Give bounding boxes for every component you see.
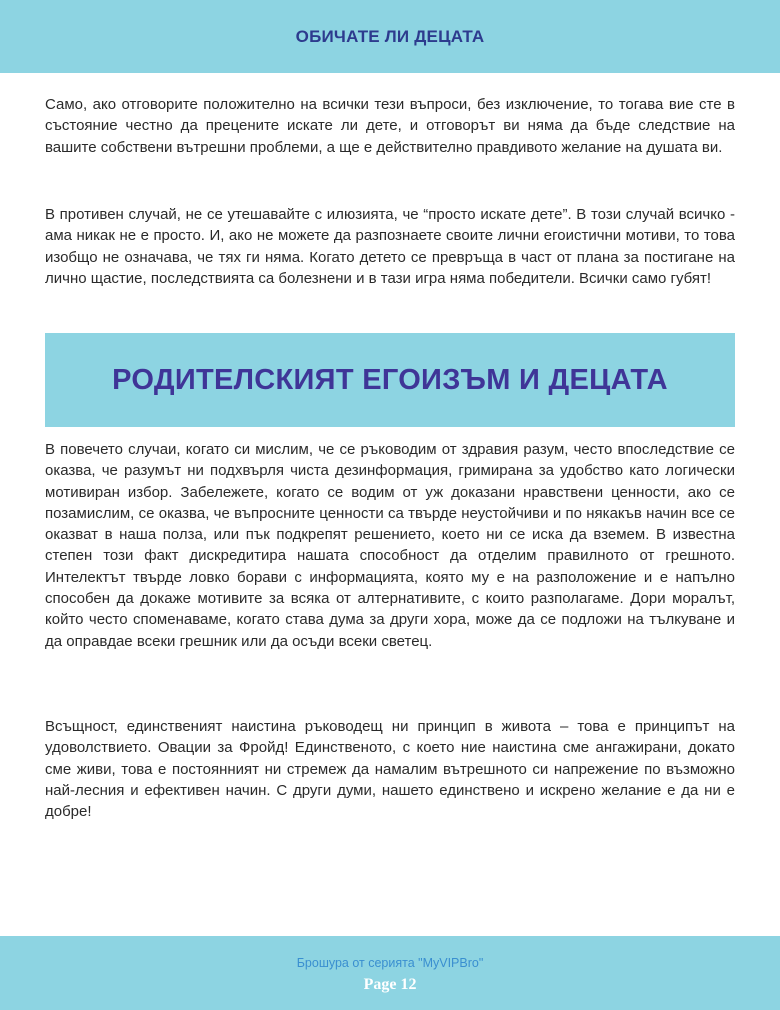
paragraph-1: Само, ако отговорите положително на всички тези въпроси, без изключение, то тогава вие сте в състояние честно да прецените искате ли дете, и отговорът ви няма да бъде следствие на вашите собствени вътрешни проблеми, а ще е действително правдивото желание на душата ви. (45, 96, 735, 156)
paragraph-2: В противен случай, не се утешавайте с илюзията, че “просто искате дете”. В този случай всичко - ама никак не е просто. И, ако не можете да разпознаете своите лични егоистични мотиви, то това изобщо не означава, че тях ги няма. Когато детето се превръща в част от плана за постигане на лично щастие, последствията са болезнени и в тази игра няма победители. Всички само губят! (45, 206, 735, 287)
header-title: ОБИЧАТЕ ЛИ ДЕЦАТА (295, 26, 485, 46)
page-header (0, 0, 780, 73)
section-title: РОДИТЕЛСКИЯТ ЕГОИЗЪМ И ДЕЦАТА (112, 363, 668, 396)
page-number: Page 12 (363, 976, 417, 993)
section-heading-box (45, 333, 735, 427)
footer-series-label: Брошура от серията "MyVIPBro" (296, 956, 484, 970)
page-footer (0, 936, 780, 1010)
paragraph-3: В повечето случаи, когато си мислим, че се ръководим от здравия разум, често впоследствие се оказва, че разумът ни подхвърля чиста дезинформация, гримирана за удобство като логически мотивиран избор. Забележете, когато се водим от уж доказани нравствени ценности, ако се позамислим, се оказва, че въпросните ценности са твърде неустойчиви и по някакъв начин все се оказват в наша полза, или пък подкрепят решението, което ни се иска да вземем. В известна степен този факт дискредитира нашата способност да отделим правилното от грешното. Интелектът твърде ловко борави с информацията, която му е на разположение и е напълно способен да докаже мотивите за всяка от алтернативите, с които разполагаме. Дори моралът, който често споменаваме, когато става дума за други хора, може да се подложи на тълкуване и да оправдае всеки грешник или да осъди всеки светец. (45, 441, 735, 650)
paragraph-4: Всъщност, единственият наистина ръководещ ни принцип в живота – това е принципът на удоволствието. Овации за Фройд! Единственото, с което ние наистина сме ангажирани, докато сме живи, това е постоянният ни стремеж да намалим вътрешното си напрежение по възможно най-лесния и ефективен начин. С други думи, нашето единствено и искрено желание е да ни е добре! (45, 718, 735, 821)
